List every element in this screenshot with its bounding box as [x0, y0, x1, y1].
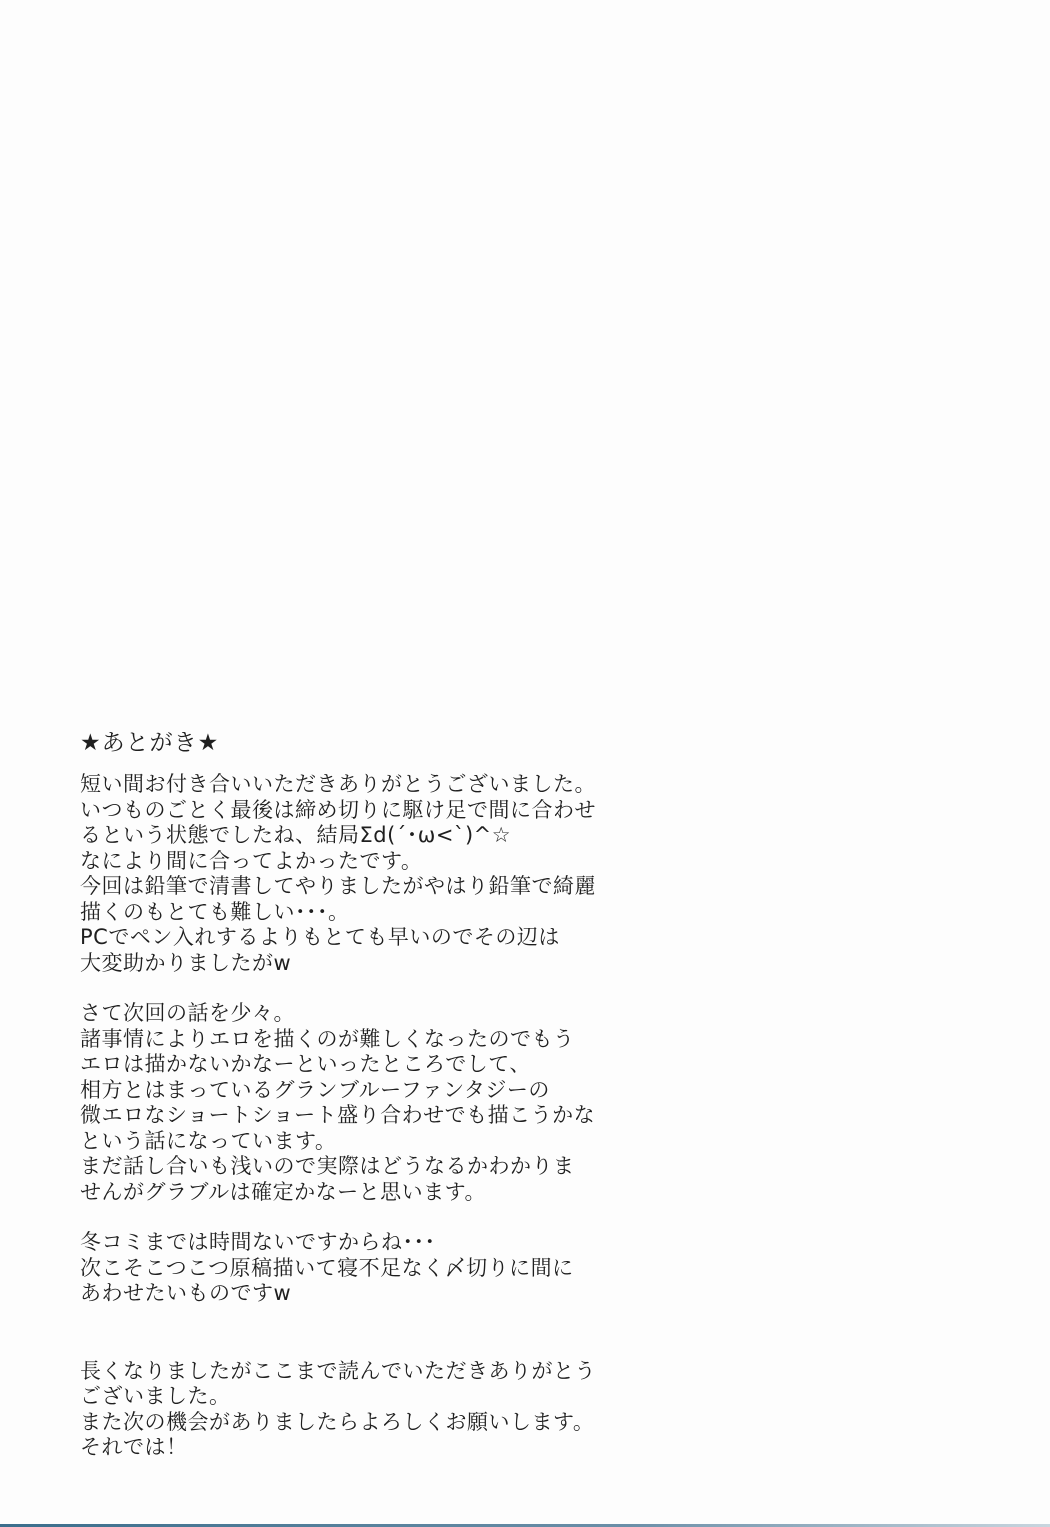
text-line: ございました。 — [80, 1384, 231, 1408]
text-line: 短い間お付き合いいただきありがとうございました。 — [80, 772, 596, 796]
paragraph-next-plans — [80, 1001, 680, 1205]
text-line: 冬コミまでは時間ないですからね･･･ — [80, 1230, 436, 1254]
text-line: それでは！ — [80, 1435, 188, 1459]
text-line: さて次回の話を少々。 — [80, 1001, 295, 1025]
text-line: 長くなりましたがここまで読んでいただきありがとう — [80, 1358, 596, 1383]
text-line: エロは描かないかなーといったところでして、 — [80, 1052, 531, 1076]
paragraph-closing — [80, 1359, 680, 1461]
text-line: 次こそこつこつ原稿描いて寝不足なく〆切りに間に — [80, 1255, 574, 1280]
text-line: るという状態でしたね、結局Σd(´･ω<`)^☆ — [80, 823, 512, 847]
text-line: 今回は鉛筆で清書してやりましたがやはり鉛筆で綺麗 — [80, 874, 596, 898]
text-line: PCでペン入れするよりもとても早いのでその辺は — [80, 925, 560, 949]
paragraph-thanks — [80, 772, 680, 976]
afterword — [80, 728, 680, 1461]
text-line: まだ話し合いも浅いので実際はどうなるかわかりま — [80, 1154, 575, 1178]
text-line: 大変助かりましたがw — [80, 950, 292, 975]
text-line: 微エロなショートショート盛り合わせでも描こうかな — [80, 1103, 596, 1127]
text-line: 描くのもとても難しい･･･。 — [80, 899, 350, 924]
text-line: なにより間に合ってよかったです。 — [80, 848, 423, 873]
text-line: 相方とはまっているグランブルーファンタジーの — [80, 1077, 550, 1102]
text-line: という話になっています。 — [80, 1128, 337, 1153]
text-line: あわせたいものですw — [80, 1281, 292, 1305]
text-line: せんがグラブルは確定かなーと思います。 — [80, 1179, 486, 1204]
text-line: また次の機会がありましたらよろしくお願いします。 — [80, 1409, 595, 1434]
text-line: 諸事情によりエロを描くのが難しくなったのでもう — [80, 1026, 575, 1051]
text-line: いつものごとく最後は締め切りに駆け足で間に合わせ — [80, 797, 596, 822]
paragraph-winter-comiket — [80, 1230, 680, 1307]
afterword-heading: ★あとがき★ — [80, 730, 220, 756]
